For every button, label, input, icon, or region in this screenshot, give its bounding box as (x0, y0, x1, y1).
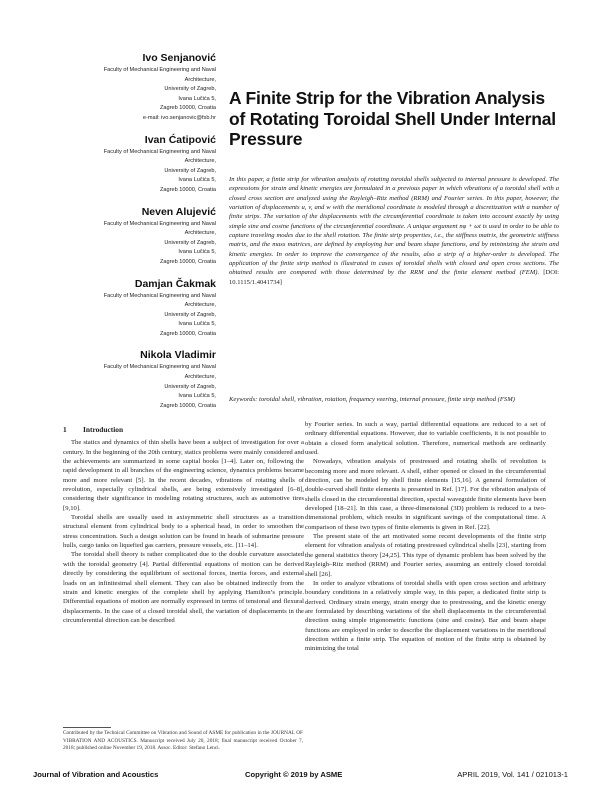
author-affiliation-line: Ivana Lučića 5, (178, 177, 216, 184)
author-block (44, 206, 216, 268)
author-block (44, 349, 216, 411)
paragraph: The present state of the art motivated some recent developments of the finite strip element for vibration analysis of rotating prestressed cylindrical shells [23], starting from the general statistics theory [24,25]. This type of dynamic problem has been solved by the Rayleigh–Ritz method (RRM) and Fourier series, assuming an entirely closed toroidal shell [26]. (305, 533, 546, 578)
author-affiliation-line: Faculty of Mechanical Engineering and Naval (103, 364, 216, 371)
author-block (44, 278, 216, 340)
section-title: Introduction (83, 425, 124, 434)
paragraph: The toroidal shell theory is rather complicated due to the double curvature associated with the toroidal geometry [4]. Partial differential equations of motion can be derived directly by considering the equilibrium of sectional forces, inertia forces, and external loads on an infinitesimal shell element. They can also be obtained indirectly from the strain and kinetic energies of the complete shell by applying Hamilton’s principle. Differential equations of motion are normally expressed in terms of tensional and flexural displacements. In the case of a closed toroidal shell, the variation of displacements in the circumferential direction can be described (63, 551, 304, 624)
author-affiliation-line: Faculty of Mechanical Engineering and Naval (103, 292, 216, 299)
paragraph: In order to analyze vibrations of toroidal shells with open cross section and arbitrary boundary conditions in a relatively simple way, in this paper, a dedicated finite strip is derived. Ordinary strain energy, strain energy due to prestressing, and the kinetic energy are formulated by describing variations of the shell displacements in the circumferential direction using simple trigonometric functions (sine and cosine). Bar and beam shape functions are employed in order to describe the displacement variations in the meridional direction within a finite strip. The equation of motion of the finite strip is obtained by minimizing the total (305, 579, 546, 653)
abstract (229, 175, 559, 287)
author-affiliation-line: University of Zagreb, (164, 167, 216, 174)
author-affiliation-line: Ivana Lučića 5, (178, 95, 216, 102)
author-block (44, 52, 216, 124)
journal-name: Journal of Vibration and Acoustics (33, 770, 159, 779)
abstract-text: In this paper, a finite strip for vibration analysis of rotating toroidal shells subjected to internal pressure is developed. The expressions for strain and kinetic energies are formulated in a previous paper in which vibrations of a toroidal shell with a closed cross section are analyzed using the Rayleigh–Ritz method (RRM) and Fourier series. In this paper, however, the variation of displacements u, v, and w with the meridional coordinate is modeled through a discretization with a number of finite strips. The variation of the displacements with the circumferential coordinate is taken into account exactly by using simple sine and cosine functions of the circumferential coordinate. A unique argument nφ + ωt is used in order to be able to capture traveling modes due to the shell rotation. The finite strip properties, i.e., the stiffness matrix, the geometric stiffness matrix, and the mass matrices, are defined by employing bar and beam shape functions, and by minimizing the strain and kinetic energies. In order to improve the convergence of the results, also a strip of a higher-order is developed. The application of the finite strip method is illustrated in cases of toroidal shells with closed and open cross sections. The obtained results are compared with those determined by the RRM and the finite element method (FEM). (229, 176, 559, 277)
author-affiliation-line: Faculty of Mechanical Engineering and Naval (103, 220, 216, 227)
keywords-label: Keywords: (229, 396, 258, 403)
issue-info: APRIL 2019, Vol. 141 / 021013-1 (457, 770, 568, 779)
author-affiliation-line: University of Zagreb, (164, 383, 216, 390)
paper-title: A Finite Strip for the Vibration Analysis of Rotating Toroidal Shell Under Internal Pressure (229, 88, 556, 149)
author-affiliation-line: Zagreb 10000, Croatia (160, 330, 216, 337)
doi-link[interactable]: [DOI: 10.1115/1.4041734] (229, 269, 559, 286)
author-affiliation-line: University of Zagreb, (164, 239, 216, 246)
author-affiliation-line: Ivana Lučića 5, (178, 249, 216, 256)
footnote-divider (63, 727, 111, 728)
author-affiliation-line: Architecture, (184, 302, 216, 309)
author-affiliation-line: Architecture, (184, 76, 216, 83)
author-affiliation-line: Architecture, (184, 374, 216, 381)
author-affiliation-line: Ivana Lučića 5, (178, 393, 216, 400)
paragraph: The statics and dynamics of thin shells have been a subject of investigation for over a century. In the beginning of the 20th century, statics problems were mainly considered and the achievements are summarized in some capital books [1–4]. Later on, following the rapid development in all branches of the engineering science, dynamics problems became more and more relevant [5]. In the recent decades, vibrations of rotating shells of revolution, especially cylindrical shells, are being extensively investigated [6–8], considering their significance in modeling rotating structures, such as automotive tires [9,10]. (63, 439, 304, 512)
body-column-left (63, 425, 304, 625)
keywords-text: toroidal shell, vibration, rotation, frequency veering, internal pressure, finite strip method (FSM) (258, 396, 515, 403)
author-column (44, 52, 216, 421)
author-name: Ivo Senjanović (142, 52, 216, 64)
paragraph: by Fourier series. In such a way, partial differential equations are reduced to a set of ordinary differential equations. However, due to variable coefficients, it is not possible to obtain a closed form analytical solution. Therefore, numerical methods are ordinarily used. (305, 421, 546, 457)
section-number: 1 (63, 425, 67, 434)
author-affiliation-line: Zagreb 10000, Croatia (160, 186, 216, 193)
author-name: Nikola Vladimir (140, 349, 216, 362)
author-affiliation-line: Faculty of Mechanical Engineering and Naval (103, 148, 216, 155)
author-affiliation-line: University of Zagreb, (164, 311, 216, 318)
author-affiliation-line: Zagreb 10000, Croatia (160, 105, 216, 112)
copyright: Copyright © 2019 by ASME (245, 770, 343, 779)
author-name: Neven Alujević (141, 205, 216, 218)
author-affiliation-line: Architecture, (184, 158, 216, 165)
author-name: Damjan Čakmak (134, 277, 216, 290)
author-affiliation-line: Ivana Lučića 5, (178, 321, 216, 328)
author-name: Ivan Ćatipović (144, 133, 216, 146)
body-column-right (305, 420, 546, 654)
author-affiliation-line: Architecture, (184, 230, 216, 237)
paragraph: Nowadays, vibration analysis of prestressed and rotating shells of revolution is becoming more and more relevant. A shell, either opened or closed in the circumferential direction, can be modeled by shell finite elements [15,16]. A general formulation of double-curved shell finite elements is presented in Ref. [17]. For the vibration analysis of shells closed in the circumferential direction, special waveguide finite elements have been developed [18–21]. In this case, a three-dimensional (3D) problem is reduced to a two-dimensional problem, which results in significant savings of the computational time. A comparison of these two types of finite elements is given in Ref. [22]. (305, 458, 546, 531)
author-block (44, 134, 216, 196)
section-heading (63, 425, 304, 434)
author-email[interactable]: e-mail: ivo.senjanovic@fsb.hr (142, 114, 216, 121)
paragraph: Toroidal shells are usually used in axisymmetric shell structures as a transition structural element from cylindrical body to a spherical head, in order to smoothen the stress concentration. Such a design solution can be found in heads of submarine pressure hulls, cargo tanks on liquefied gas carriers, pressure vessels, etc. [11–14]. (63, 514, 304, 550)
author-affiliation-line: Faculty of Mechanical Engineering and Naval (103, 67, 216, 73)
author-affiliation-line: Zagreb 10000, Croatia (160, 258, 216, 265)
author-affiliation-line: Zagreb 10000, Croatia (160, 402, 216, 409)
author-affiliation-line: University of Zagreb, (164, 86, 216, 93)
keywords (229, 395, 559, 404)
footnote: Contributed by the Technical Committee on Vibration and Sound of ASME for publication in the JOURNAL OF VIBRATION AND ACOUSTICS. Manuscript received July 20, 2018; final manuscript received October 7, 2018; published online November 19, 2018. Assoc. Editor: Stefano Lenci. (63, 730, 303, 752)
